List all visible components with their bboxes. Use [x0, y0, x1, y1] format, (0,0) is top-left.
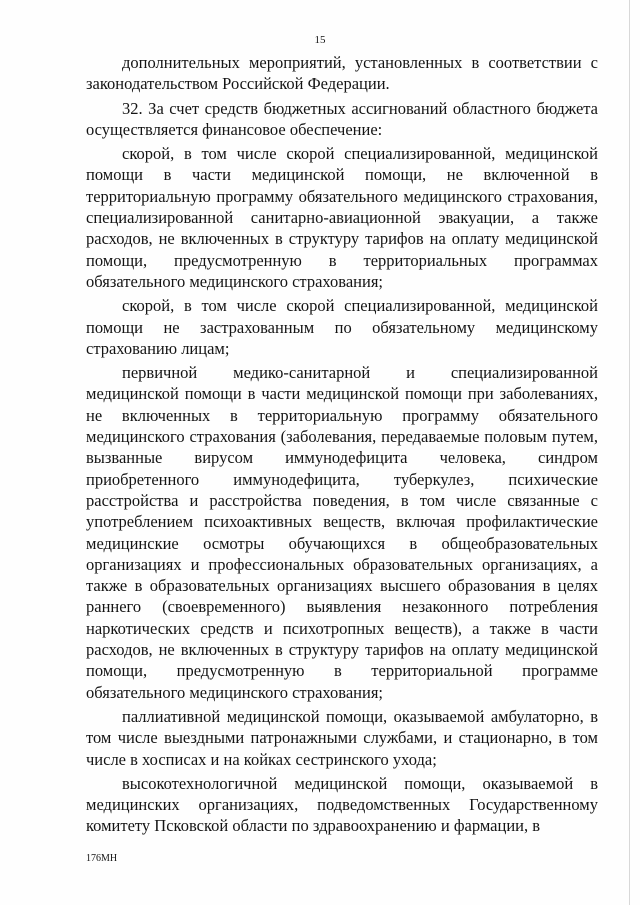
paragraph-emergency-care: скорой, в том числе скорой специализированной, медицинской помощи в части медицинской помощи, не включенной в территориальную программу обязательного медицинского страхования, специализированной санитарно-авиационной эвакуации, а также расходов, не включенных в структуру тарифов на оплату медицинской помощи, предусмотренную в территориальных программах обязательного медицинского страхования;	[86, 144, 598, 291]
scan-edge-line	[629, 0, 630, 905]
paragraph-palliative-care: паллиативной медицинской помощи, оказываемой амбулаторно, в том числе выездными патронажными службами, и стационарно, в том числе в хосписах и на койках сестринского ухода;	[86, 706, 598, 769]
paragraph-continuation: дополнительных мероприятий, установленных в соответствии с законодательством Российской Федерации.	[86, 53, 598, 94]
paragraph-primary-care: первичной медико-санитарной и специализированной медицинской помощи в части медицинской помощи при заболеваниях, не включенных в территориальную программу обязательного медицинского страхования (заболевания, передаваемые половым путем, вызванные вирусом иммунодефицита человека, синдром приобретенного иммунодефицита, туберкулез, психические расстройства и расстройства поведения, в том числе связанные с употреблением психоактивных веществ, включая профилактические медицинские осмотры обучающихся в общеобразовательных организациях и профессиональных образовательных организациях, а также в образовательных организациях высшего образования в целях раннего (своевременного) выявления незаконного потребления наркотических средств и психотропных веществ), а также в части расходов, не включенных в структуру тарифов на оплату медицинской помощи, предусмотренную в территориальной программе обязательного медицинского страхования;	[86, 363, 598, 702]
paragraph-emergency-uninsured: скорой, в том числе скорой специализированной, медицинской помощи не застрахованным по обязательному медицинскому страхованию лицам;	[86, 296, 598, 358]
paragraph-high-tech-care: высокотехнологичной медицинской помощи, оказываемой в медицинских организациях, подведомственных Государственному комитету Псковской области по здравоохранению и фармации, в	[86, 773, 598, 836]
document-body	[86, 52, 598, 840]
document-code: 176МН	[86, 853, 118, 864]
page-number: 15	[314, 34, 326, 46]
paragraph-clause-32: 32. За счет средств бюджетных ассигнований областного бюджета осуществляется финансовое обеспечение:	[86, 98, 598, 139]
